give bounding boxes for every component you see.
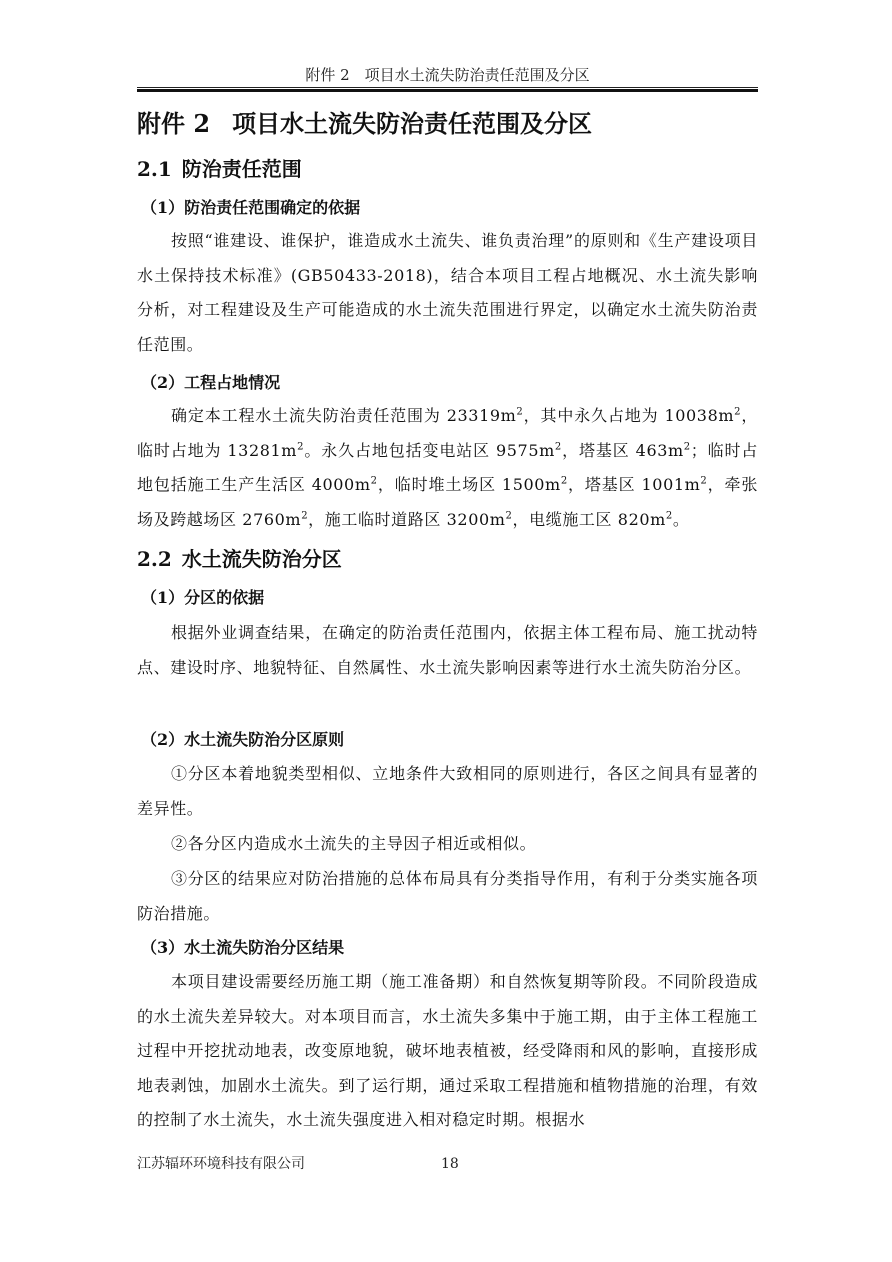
subsection-heading: （3）水土流失防治分区结果: [141, 938, 345, 957]
title-text: 项目水土流失防治责任范围及分区: [232, 109, 593, 138]
paragraph-zoning-result: 本项目建设需要经历施工期（施工准备期）和自然恢复期等阶段。不同阶段造成的水土流失差异较大。对本项目而言，水土流失多集中于施工期，由于主体工程施工过程中开挖扰动地表，改变原地貌，破坏地表植被，经受降雨和风的影响，直接形成地表剥蚀，加剧水土流失。到了运行期，通过采取工程措施和植物措施的治理，有效的控制了水土流失，水土流失强度进入相对稳定时期。根据水: [137, 972, 758, 1130]
paragraph-land-use: 确定本工程水土流失防治责任范围为 $23319m^2$，其中永久占地为 $10038m^2$，临时占地为 $13281m^2$。永久占地包括变电站区 $9575m^2$，塔基区 $463m^2$；临时占地包括施工生产生活区 $4000m^2$，临时堆土场区 $1500m^2$，塔基区 $1001m^2$，牵张场及跨越场区 $2760m^2$，施工临时道路区 $3200m^2$，电缆施工区 $820m^2$。: [137, 406, 759, 529]
paragraph-zoning-basis: 根据外业调查结果，在确定的防治责任范围内，依据主体工程布局、施工扰动特点、建设时序、地貌特征、自然属性、水土流失影响因素等进行水土流失防治分区。: [137, 623, 758, 677]
section-title: 水土流失防治分区: [181, 547, 342, 571]
section-number: 2.2: [137, 547, 172, 571]
section-number: 2.1: [137, 157, 172, 181]
principle-item: ①分区本着地貌类型相似、立地条件大致相同的原则进行，各区之间具有显著的差异性。: [137, 764, 758, 818]
subsection-heading: （1）分区的依据: [141, 588, 265, 607]
section-title: 防治责任范围: [181, 157, 302, 181]
paragraph-basis: 按照“谁建设、谁保护，谁造成水土流失、谁负责治理”的原则和《生产建设项目水土保持技术标准》(GB50433-2018)，结合本项目工程占地概况、水土流失影响分析，对工程建设及生产可能造成的水土流失范围进行界定，以确定水土流失防治责任范围。: [137, 231, 758, 354]
title-number: 附件 2: [137, 109, 211, 138]
footer-company: 江苏辐环环境科技有限公司: [137, 1156, 305, 1172]
header-rule-thin: [137, 87, 758, 88]
subsection-heading: （2）水土流失防治分区原则: [141, 730, 345, 749]
principle-item: ②各分区内造成水土流失的主导因子相近或相似。: [171, 834, 537, 853]
subsection-heading: （2）工程占地情况: [141, 373, 281, 392]
principle-item: ③分区的结果应对防治措施的总体布局具有分类指导作用，有利于分类实施各项防治措施。: [137, 869, 758, 923]
section-heading-2-2: [137, 544, 342, 574]
header-rule-thick: [137, 89, 758, 92]
subsection-heading: （1）防治责任范围确定的依据: [141, 198, 361, 217]
running-header: 附件 2 项目水土流失防治责任范围及分区: [305, 66, 590, 84]
page-number: 18: [441, 1156, 459, 1172]
section-heading-2-1: [137, 154, 302, 184]
document-title: [137, 107, 592, 141]
